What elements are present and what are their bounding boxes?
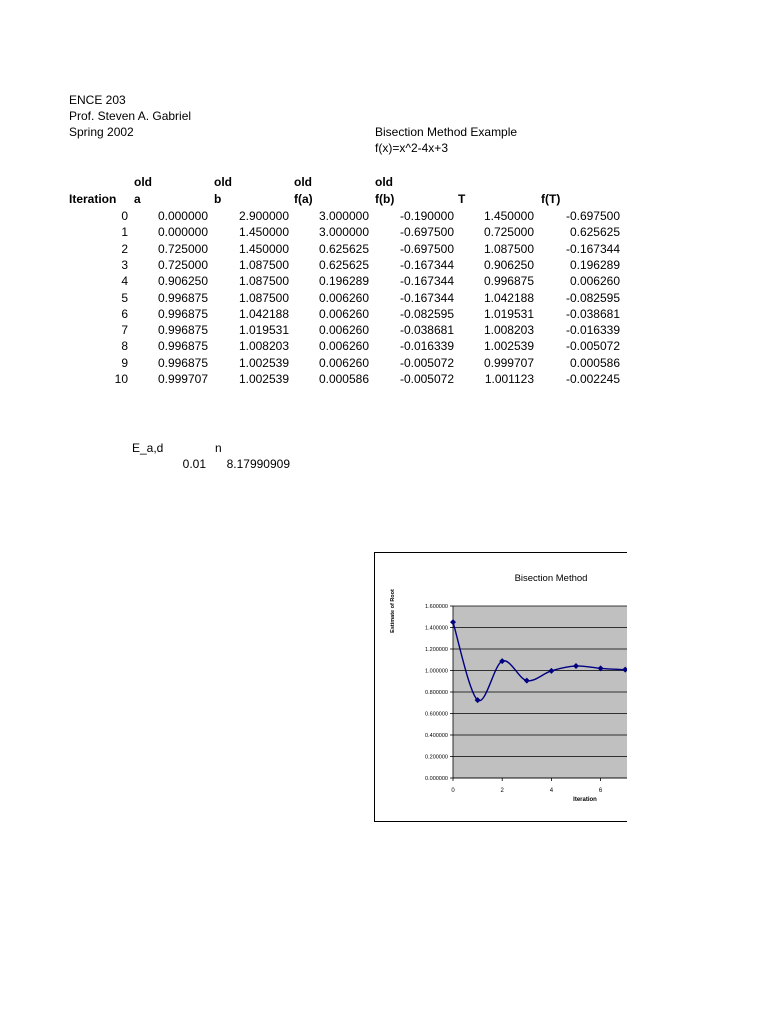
y-axis-label: Estimate of Root — [390, 589, 396, 633]
x-tick-label: 0 — [451, 788, 455, 794]
cell-fa: 3.000000 — [318, 209, 369, 223]
cell-a: 0.996875 — [157, 355, 208, 370]
cell-iteration: 5 — [121, 290, 128, 305]
cell-a: 0.999707 — [157, 372, 208, 386]
cell-a: 0.725000 — [157, 257, 208, 272]
cell-b: 1.087500 — [238, 290, 289, 305]
cell-fb: -0.167344 — [399, 257, 454, 272]
x-tick-label: 2 — [500, 788, 504, 794]
cell-fb: -0.005072 — [399, 355, 454, 370]
header-fa: f(a) — [294, 192, 313, 206]
cell-iteration: 6 — [121, 306, 128, 321]
cell-ft: 0.196289 — [569, 257, 620, 272]
cell-iteration: 1 — [121, 225, 128, 240]
x-tick-label: 4 — [549, 788, 554, 794]
cell-fa: 0.196289 — [318, 274, 369, 289]
cell-iteration: 9 — [121, 355, 128, 370]
cell-iteration: 2 — [121, 241, 128, 256]
cell-iteration: 7 — [121, 323, 128, 338]
cell-iteration: 10 — [114, 372, 128, 386]
cell-a: 0.000000 — [157, 225, 208, 240]
bisection-chart — [375, 553, 627, 821]
header-old-b: old — [214, 175, 232, 189]
y-tick-label: 0.200000 — [425, 754, 448, 761]
cell-b: 1.019531 — [238, 323, 289, 338]
cell-iteration: 8 — [121, 339, 128, 354]
cell-a: 0.996875 — [157, 290, 208, 305]
cell-iteration: 4 — [121, 274, 128, 289]
cell-fa: 0.006260 — [318, 355, 369, 370]
error-value: 0.01 — [182, 457, 206, 471]
cell-t: 1.008203 — [483, 323, 534, 338]
n-label: n — [215, 441, 222, 455]
chart-frame — [374, 552, 627, 822]
cell-fb: -0.697500 — [399, 241, 454, 256]
cell-iteration: 0 — [121, 209, 128, 223]
cell-fb: -0.082595 — [399, 306, 454, 321]
cell-t: 1.087500 — [483, 241, 534, 256]
y-tick-label: 0.600000 — [425, 711, 448, 718]
y-tick-label: 0.000000 — [425, 776, 448, 782]
cell-ft: -0.082595 — [565, 290, 620, 305]
cell-b: 1.087500 — [238, 274, 289, 289]
y-tick-label: 1.600000 — [425, 604, 448, 610]
cell-a: 0.000000 — [157, 209, 208, 223]
cell-fb: -0.190000 — [399, 209, 454, 223]
cell-fa: 0.006260 — [318, 306, 369, 321]
cell-ft: 0.625625 — [569, 225, 620, 240]
cell-fb: -0.167344 — [399, 290, 454, 305]
cell-a: 0.996875 — [157, 306, 208, 321]
cell-t: 1.042188 — [483, 290, 534, 305]
cell-ft: -0.005072 — [565, 339, 620, 354]
cell-fa: 0.006260 — [318, 339, 369, 354]
cell-a: 0.906250 — [157, 274, 208, 289]
cell-ft: 0.006260 — [569, 274, 620, 289]
cell-b: 1.008203 — [238, 339, 289, 354]
cell-t: 1.450000 — [483, 209, 534, 223]
cell-fa: 0.006260 — [318, 290, 369, 305]
cell-a: 0.725000 — [157, 241, 208, 256]
cell-t: 0.725000 — [483, 225, 534, 240]
cell-ft: -0.038681 — [565, 306, 620, 321]
cell-t: 1.002539 — [483, 339, 534, 354]
cell-ft: -0.016339 — [565, 323, 620, 338]
y-tick-label: 0.800000 — [425, 690, 448, 696]
cell-ft: -0.697500 — [565, 209, 620, 223]
cell-fb: -0.167344 — [399, 274, 454, 289]
cell-fb: -0.697500 — [399, 225, 454, 240]
cell-ft: -0.167344 — [565, 241, 620, 256]
cell-b: 2.900000 — [238, 209, 289, 223]
cell-ft: 0.000586 — [569, 355, 620, 370]
header-old-fb: old — [375, 175, 393, 189]
cell-ft: -0.002245 — [565, 372, 620, 386]
cell-t: 1.019531 — [483, 306, 534, 321]
cell-fa: 0.625625 — [318, 257, 369, 272]
x-axis-label: Iteration — [573, 797, 597, 803]
cell-t: 0.906250 — [483, 257, 534, 272]
cell-fa: 3.000000 — [318, 225, 369, 240]
cell-a: 0.996875 — [157, 339, 208, 354]
cell-b: 1.002539 — [238, 372, 289, 386]
cell-fa: 0.006260 — [318, 323, 369, 338]
header-ft: f(T) — [541, 192, 561, 206]
header-a: a — [134, 192, 141, 206]
cell-t: 1.001123 — [484, 372, 534, 386]
cell-t: 0.996875 — [483, 274, 534, 289]
header-iteration: Iteration — [69, 192, 117, 206]
cell-b: 1.002539 — [238, 355, 289, 370]
cell-fa: 0.625625 — [318, 241, 369, 256]
cell-fb: -0.038681 — [399, 323, 454, 338]
chart-title: Bisection Method — [514, 573, 588, 584]
y-tick-label: 1.400000 — [425, 625, 448, 632]
course-title: ENCE 203 — [69, 93, 126, 107]
y-tick-label: 1.000000 — [425, 668, 448, 675]
cell-b: 1.087500 — [238, 257, 289, 272]
header-b: b — [214, 192, 222, 206]
cell-b: 1.042188 — [238, 306, 289, 321]
cell-a: 0.996875 — [157, 323, 208, 338]
header-old-fa: old — [294, 175, 312, 189]
header-fb: f(b) — [375, 192, 395, 206]
cell-t: 0.999707 — [483, 355, 534, 370]
header-old-a: old — [134, 175, 152, 189]
cell-iteration: 3 — [121, 257, 128, 272]
y-tick-label: 1.200000 — [425, 647, 448, 653]
header-t: T — [458, 192, 466, 206]
cell-b: 1.450000 — [238, 241, 289, 256]
cell-b: 1.450000 — [238, 225, 289, 240]
n-value: 8.17990909 — [226, 457, 290, 471]
error-label: E_a,d — [132, 441, 164, 455]
y-tick-label: 0.400000 — [425, 733, 448, 739]
professor-name: Prof. Steven A. Gabriel — [69, 109, 192, 123]
x-tick-label: 6 — [598, 788, 603, 794]
term-label: Spring 2002 — [69, 125, 134, 139]
cell-fb: -0.005072 — [399, 372, 454, 386]
sheet-title: Bisection Method Example — [375, 125, 518, 139]
cell-fb: -0.016339 — [399, 339, 454, 354]
cell-fa: 0.000586 — [318, 372, 369, 386]
function-label: f(x)=x^2-4x+3 — [375, 141, 448, 155]
